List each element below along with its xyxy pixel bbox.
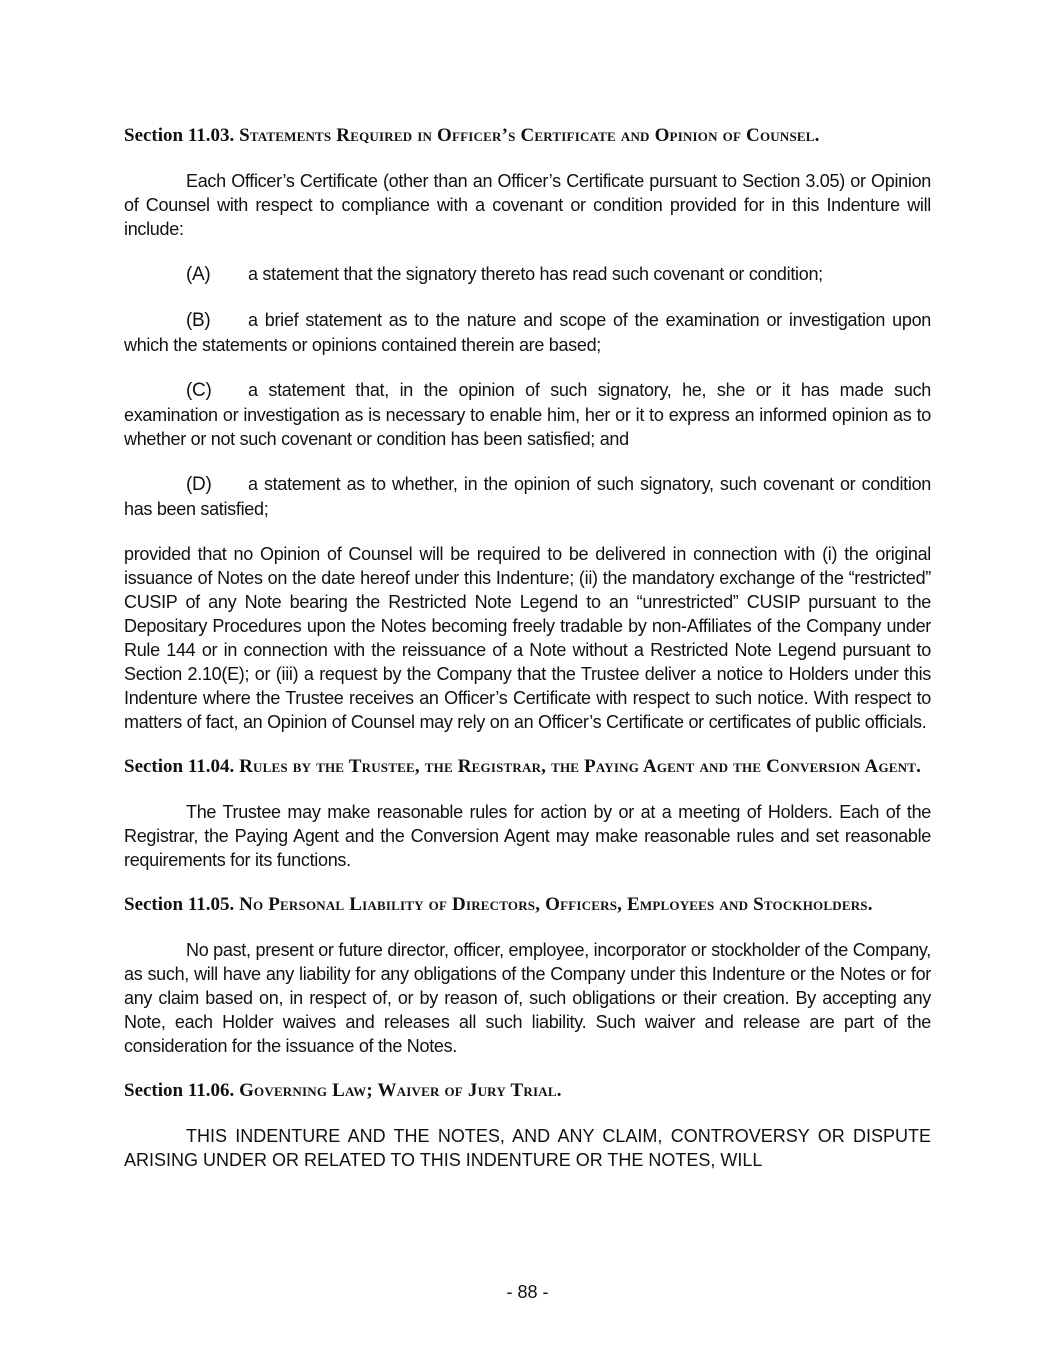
section-number: Section 11.06. [124,1080,235,1101]
item-text: a brief statement as to the nature and scope of the examination or investigation upon which the statements or opinions contained therein are based; [124,310,931,355]
item-text: a statement that, in the opinion of such signatory, he, she or it has made such examination or investigation as is necessary to enable him, her or it to express an informed opinion as to whether or not such covenant or condition has been satisfied; and [124,380,931,449]
list-item-c [124,378,931,451]
section-title: No Personal Liability of Directors, Officers, Employees and Stockholders. [239,894,873,915]
section-11-05-body: No past, present or future director, officer, employee, incorporator or stockholder of the Company, as such, will have any liability for any obligations of the Company under this Indenture or the Notes or for any claim based on, in respect of, or by reason of, such obligations or their creation. By accepting any Note, each Holder waives and releases all such liability. Such waiver and release are part of the consideration for the issuance of the Notes. [124,940,931,1056]
section-11-05-heading [124,893,931,917]
list-item-b [124,308,931,357]
list-item-d [124,472,931,521]
section-title: Governing Law; Waiver of Jury Trial. [239,1080,562,1101]
item-marker: (B) [186,310,211,331]
section-title: Rules by the Trustee, the Registrar, the Paying Agent and the Conversion Agent. [239,756,922,777]
item-marker: (C) [186,380,212,401]
section-11-04-body: The Trustee may make reasonable rules for action by or at a meeting of Holders. Each of the Registrar, the Paying Agent and the Conversion Agent may make reasonable rules and set reasonable requirements for its functions. [124,802,931,870]
section-title: Statements Required in Officer’s Certificate and Opinion of Counsel. [239,125,820,146]
section-11-06-heading [124,1079,931,1103]
list-item-a [124,262,931,287]
item-text: a statement that the signatory thereto has read such covenant or condition; [248,264,823,284]
document-page [124,124,931,1172]
section-number: Section 11.04. [124,756,235,777]
section-11-03-proviso: provided that no Opinion of Counsel will be required to be delivered in connection with (i) the original issuance of Notes on the date hereof under this Indenture; (ii) the mandatory exchange of the “restricted” CUSIP of any Note bearing the Restricted Note Legend to an “unrestricted” CUSIP pursuant to the Depositary Procedures upon the Notes becoming freely tradable by non-Affiliates of the Company under Rule 144 or in connection with the reissuance of a Note without a Restricted Note Legend pursuant to Section 2.10(E); or (iii) a request by the Company that the Trustee deliver a notice to Holders under this Indenture where the Trustee receives an Officer’s Certificate with respect to such notice. With respect to matters of fact, an Opinion of Counsel may rely on an Officer’s Certificate or certificates of public officials. [124,544,931,732]
page-number: - 88 - [506,1282,549,1302]
section-11-04-heading [124,755,931,779]
section-11-03-heading [124,124,931,148]
item-text: a statement as to whether, in the opinion of such signatory, such covenant or condition has been satisfied; [124,474,931,519]
item-marker: (A) [186,264,211,285]
section-11-03-intro: Each Officer’s Certificate (other than an Officer’s Certificate pursuant to Section 3.05) or Opinion of Counsel with respect to compliance with a covenant or condition provided for in this Indenture will include: [124,171,931,239]
section-11-06-body: THIS INDENTURE AND THE NOTES, AND ANY CLAIM, CONTROVERSY OR DISPUTE ARISING UNDER OR RELATED TO THIS INDENTURE OR THE NOTES, WILL [124,1126,931,1170]
section-number: Section 11.03. [124,125,235,146]
item-marker: (D) [186,474,212,495]
section-number: Section 11.05. [124,894,235,915]
